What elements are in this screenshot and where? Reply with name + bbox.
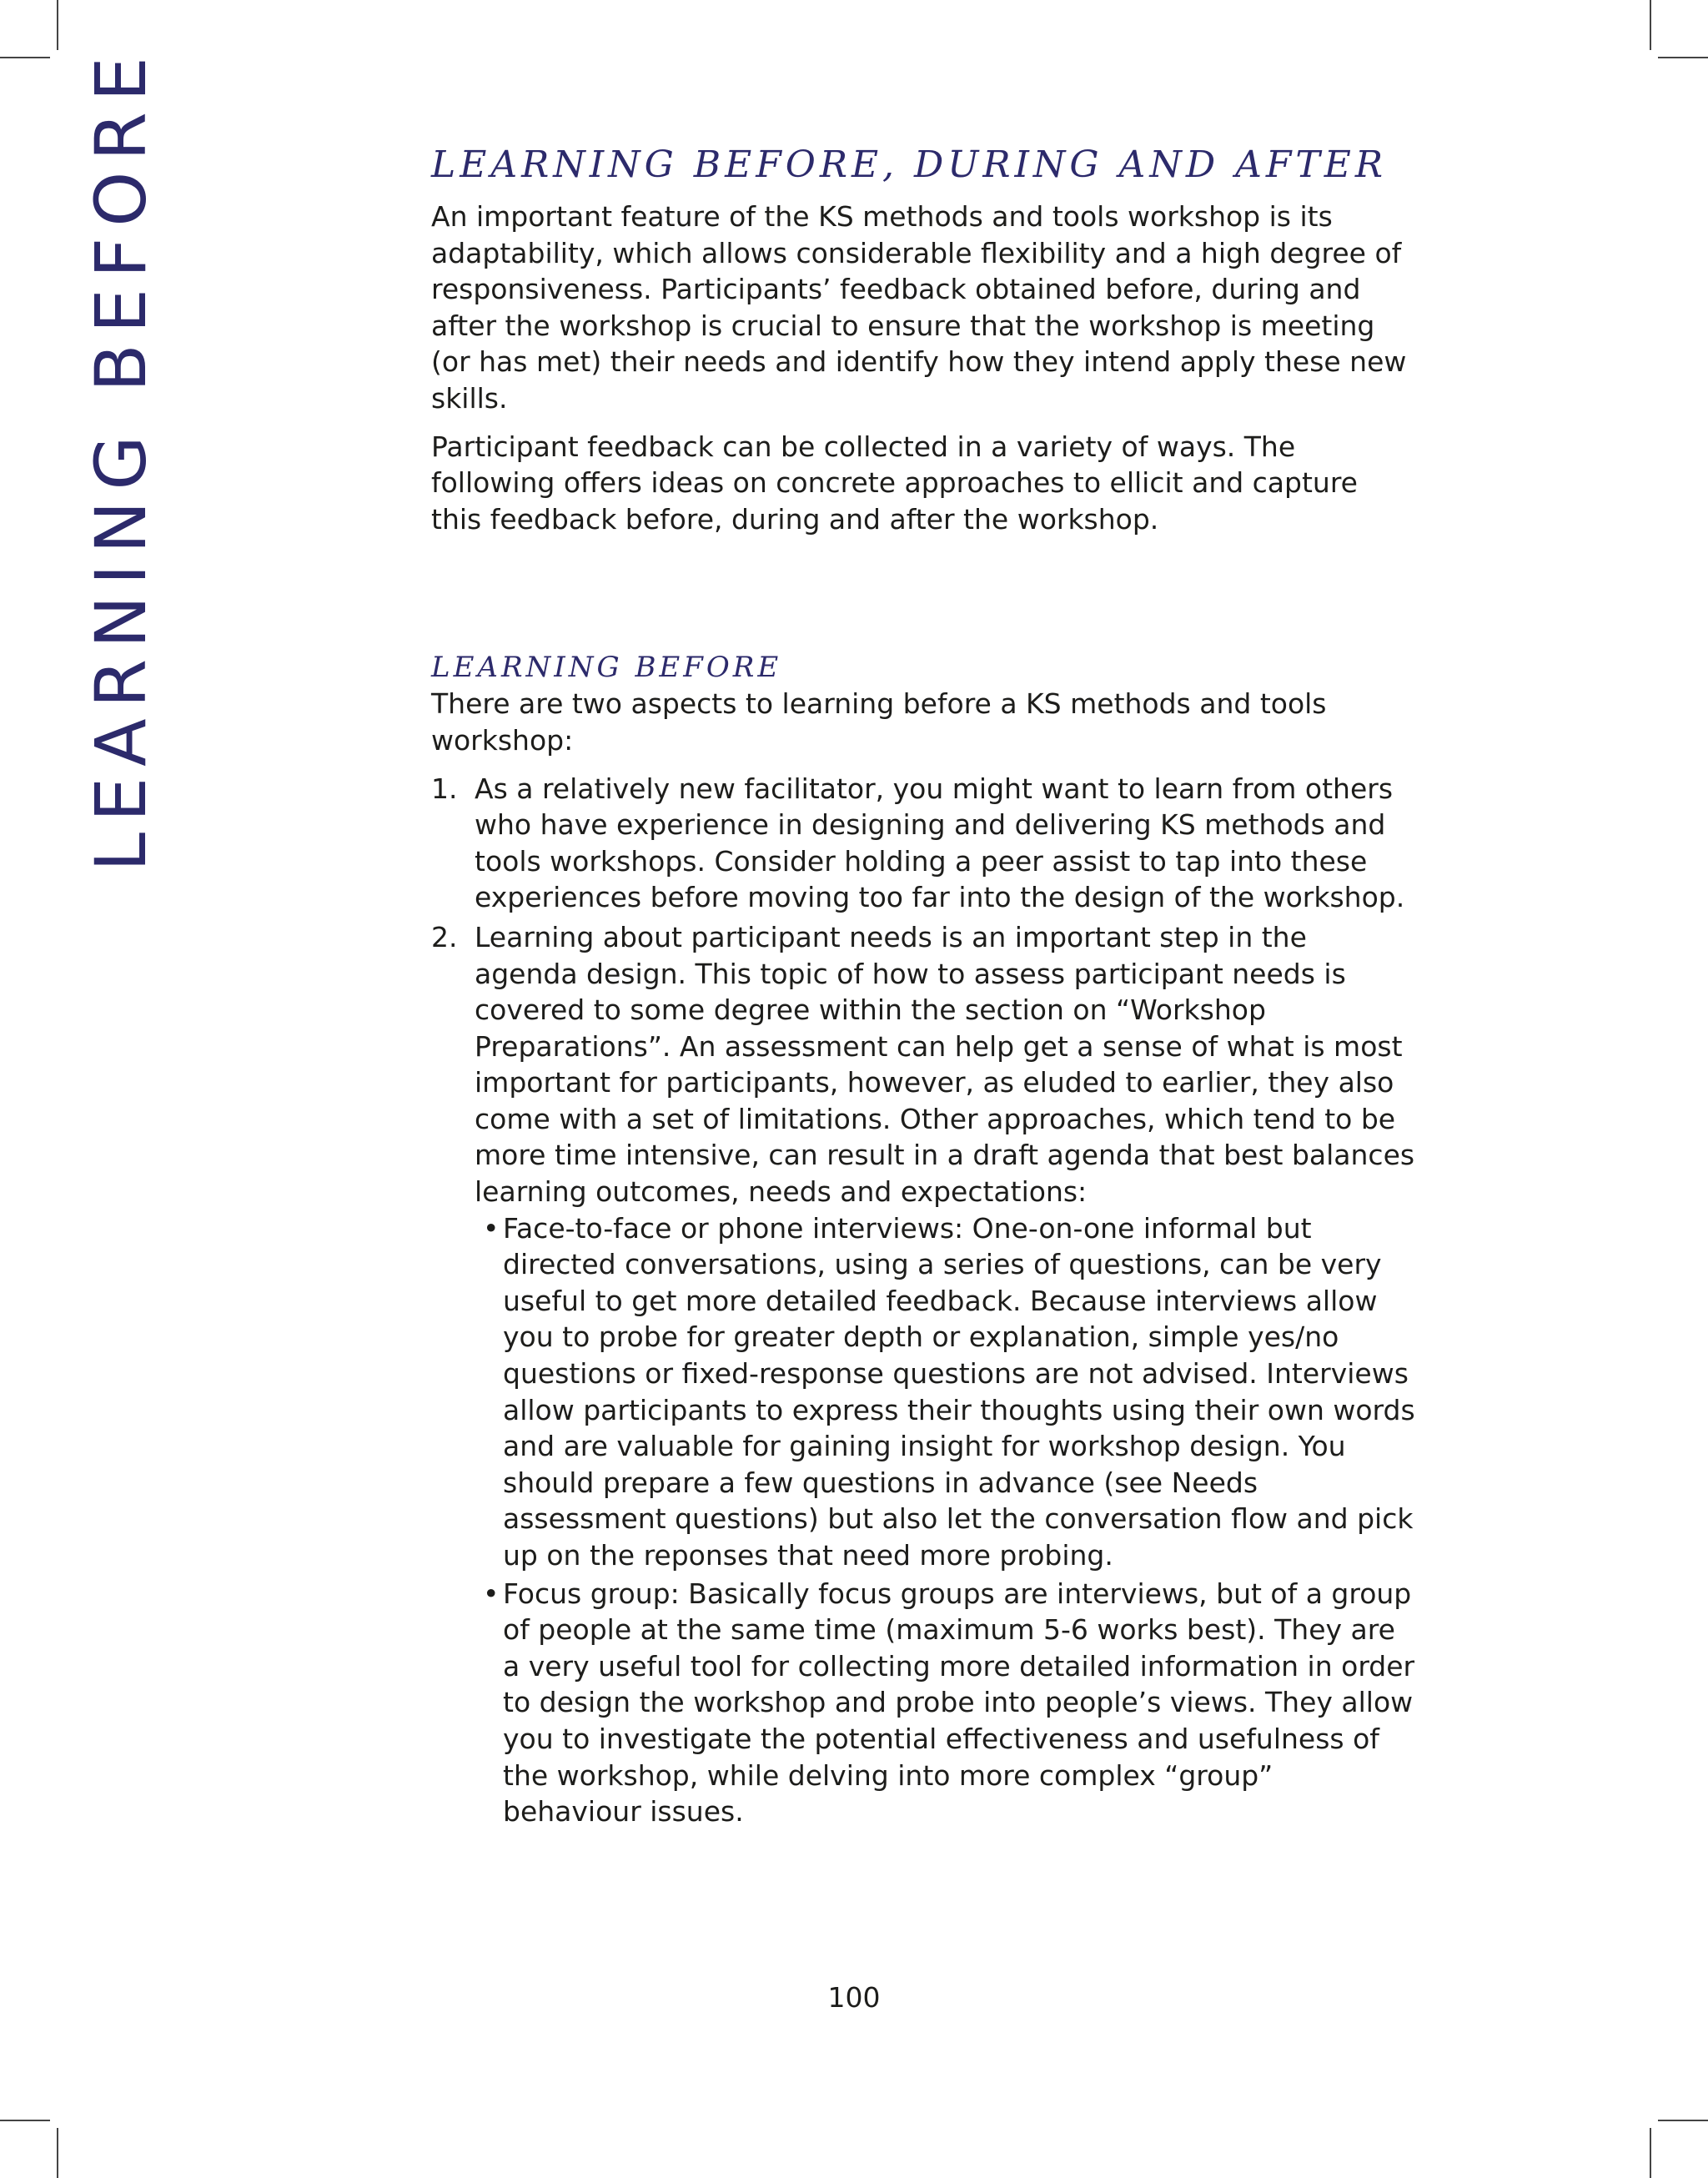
crop-mark — [1658, 2120, 1708, 2121]
crop-mark — [1650, 2128, 1651, 2178]
bullet-icon: • — [483, 1211, 500, 1245]
crop-mark — [0, 57, 50, 58]
side-tab — [75, 46, 167, 872]
bullet-text: Focus group: Basically focus groups are interviews, but of a group of people at the same time (maximum 5-6 works best). They are a very useful tool for collecting more detailed information in order to design the workshop and probe into people’s views. They allow you to investigate the potential effectiveness and usefulness of the workshop, while delving into more complex “group” behaviour issues. — [503, 1577, 1415, 1828]
list-number: 1. — [431, 772, 458, 805]
bullet-item — [475, 1576, 1415, 1830]
bullet-item — [475, 1210, 1415, 1574]
list-item-text: Learning about participant needs is an important step in the agenda design. This topic of how to assess participant needs is covered to some degree within the section on “Workshop Preparations”. An assessment can help get a sense of what is most important for participants, however, as eluded to earlier, they also come with a set of limitations. Other approaches, which tend to be more time intensive, can result in a draft agenda that best balances learning outcomes, needs and expectations: — [475, 920, 1415, 1209]
list-item-text: As a relatively new facilitator, you might want to learn from others who have experience in designing and delivering KS methods and tools workshops. Consider holding a peer assist to tap into these experiences before moving too far into the design of the workshop. — [475, 772, 1405, 914]
list-number: 2. — [431, 920, 458, 953]
side-tab-label: LEARNING BEFORE — [80, 46, 162, 872]
page-number: 100 — [827, 1981, 881, 2014]
bullet-text: Face-to-face or phone interviews: One-on-one informal but directed conversations, using a series of questions, can be very useful to get more detailed feedback. Because interviews allow you to probe for greater depth or explanation, simple yes/no questions or fixed-response questions are not advised. Interviews allow participants to express their thoughts using their own words and are valuable for gaining insight for workshop design. You should prepare a few questions in advance (see Needs assessment questions) but also let the conversation flow and pick up on the reponses that need more probing. — [503, 1211, 1415, 1572]
crop-mark — [1658, 57, 1708, 58]
section-spacer — [431, 549, 1415, 649]
page-content — [431, 142, 1415, 1833]
crop-mark — [57, 0, 58, 50]
list-item — [431, 919, 1415, 1830]
section-heading: LEARNING BEFORE — [431, 651, 782, 685]
list-item — [431, 771, 1415, 916]
page-title: LEARNING BEFORE, DURING AND AFTER — [431, 143, 1387, 186]
intro-paragraph: An important feature of the KS methods and tools workshop is its adaptability, which allows considerable flexibility and a high degree of responsiveness. Participants’ feedback obtained before, during and after the workshop is crucial to ensure that the workshop is meeting (or has met) their needs and identify how they intend apply these new skills. — [431, 200, 1407, 415]
intro-paragraph: Participant feedback can be collected in a variety of ways. The following offers ideas on concrete approaches to ellicit and capture this feedback before, during and after the workshop. — [431, 430, 1358, 536]
numbered-list — [431, 771, 1415, 1830]
bullet-list — [475, 1210, 1415, 1830]
crop-mark — [0, 2120, 50, 2121]
section-intro: There are two aspects to learning before a KS methods and tools workshop: — [431, 687, 1327, 757]
crop-mark — [1650, 0, 1651, 50]
crop-mark — [57, 2128, 58, 2178]
bullet-icon: • — [483, 1577, 500, 1610]
